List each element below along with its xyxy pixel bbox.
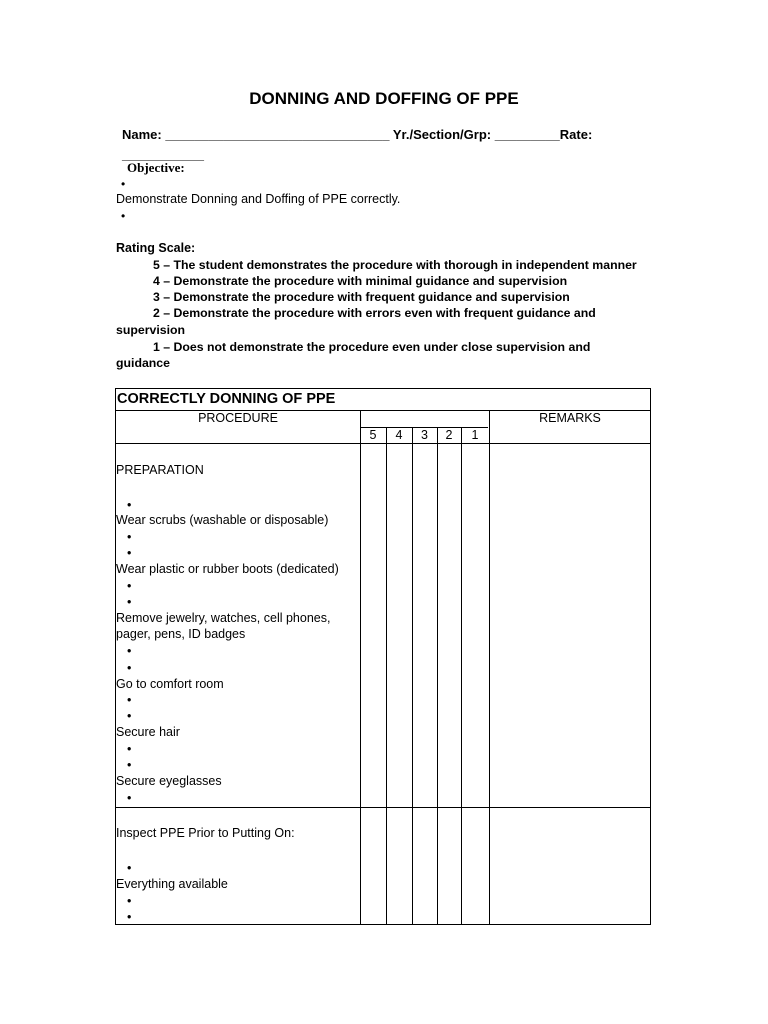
bullet-icon: • — [127, 595, 132, 609]
procedure-header: PROCEDURE — [198, 411, 278, 425]
table-row-divider — [116, 807, 650, 808]
prep-item-hair: Secure hair — [116, 725, 180, 739]
inspect-item-available: Everything available — [116, 877, 228, 891]
prep-item-jewelry-continued: pager, pens, ID badges — [116, 627, 246, 641]
objective-label: Objective: — [127, 160, 185, 175]
rate-blank-line: _____________ — [122, 147, 203, 162]
bullet-icon: • — [127, 661, 132, 675]
rating-item-4: 4 – Demonstrate the procedure with minimal guidance and supervision — [153, 274, 568, 288]
name-section-rate-line: Name: _______________________________ Yr./Section/Grp: _________Rate: — [122, 127, 593, 142]
score-header-3: 3 — [421, 428, 428, 442]
document-title: DONNING AND DOFFING OF PPE — [249, 89, 519, 108]
score-header-4: 4 — [395, 428, 403, 442]
preparation-heading: PREPARATION — [116, 463, 204, 477]
score-column-divider — [461, 427, 462, 924]
prep-item-scrubs: Wear scrubs (washable or disposable) — [116, 513, 329, 527]
bullet-icon: • — [127, 644, 132, 658]
bullet-icon: • — [121, 209, 126, 223]
bullet-icon: • — [127, 546, 132, 560]
rating-item-5: 5 – The student demonstrates the procedure with thorough in independent manner — [153, 258, 637, 272]
score-header-5: 5 — [369, 428, 377, 442]
rating-scale-label: Rating Scale: — [116, 241, 196, 255]
remarks-column-divider — [489, 410, 490, 924]
bullet-icon: • — [127, 530, 132, 544]
score-header-1: 1 — [471, 428, 479, 442]
bullet-icon: • — [127, 791, 132, 805]
prep-item-jewelry: Remove jewelry, watches, cell phones, — [116, 611, 331, 625]
remarks-header: REMARKS — [539, 411, 601, 425]
score-header-2: 2 — [445, 428, 453, 442]
bullet-icon: • — [127, 758, 132, 772]
score-column-divider — [437, 427, 438, 924]
prep-item-boots: Wear plastic or rubber boots (dedicated) — [116, 562, 339, 576]
bullet-icon: • — [127, 709, 132, 723]
objective-text: Demonstrate Donning and Doffing of PPE correctly. — [116, 192, 401, 206]
bullet-icon: • — [127, 742, 132, 756]
bullet-icon: • — [127, 910, 132, 924]
donning-evaluation-table — [115, 388, 651, 925]
bullet-icon: • — [127, 894, 132, 908]
bullet-icon: • — [121, 177, 126, 191]
table-section-title: CORRECTLY DONNING OF PPE — [117, 391, 336, 407]
prep-item-comfort-room: Go to comfort room — [116, 677, 224, 691]
rating-item-2-continued: supervision — [116, 323, 186, 337]
bullet-icon: • — [127, 861, 132, 875]
prep-item-eyeglasses: Secure eyeglasses — [116, 774, 222, 788]
rating-item-1-continued: guidance — [116, 356, 170, 370]
bullet-icon: • — [127, 693, 132, 707]
rating-item-1: 1 – Does not demonstrate the procedure even under close supervision and — [153, 340, 591, 354]
score-column-divider — [386, 427, 387, 924]
bullet-icon: • — [127, 579, 132, 593]
table-row-divider — [116, 443, 650, 444]
rating-item-3: 3 – Demonstrate the procedure with frequent guidance and supervision — [153, 290, 570, 304]
bullet-icon: • — [127, 498, 132, 512]
score-column-divider — [412, 427, 413, 924]
inspect-heading: Inspect PPE Prior to Putting On: — [116, 826, 295, 840]
rating-item-2: 2 – Demonstrate the procedure with errors even with frequent guidance and — [153, 306, 596, 320]
procedure-column-divider — [360, 410, 361, 924]
